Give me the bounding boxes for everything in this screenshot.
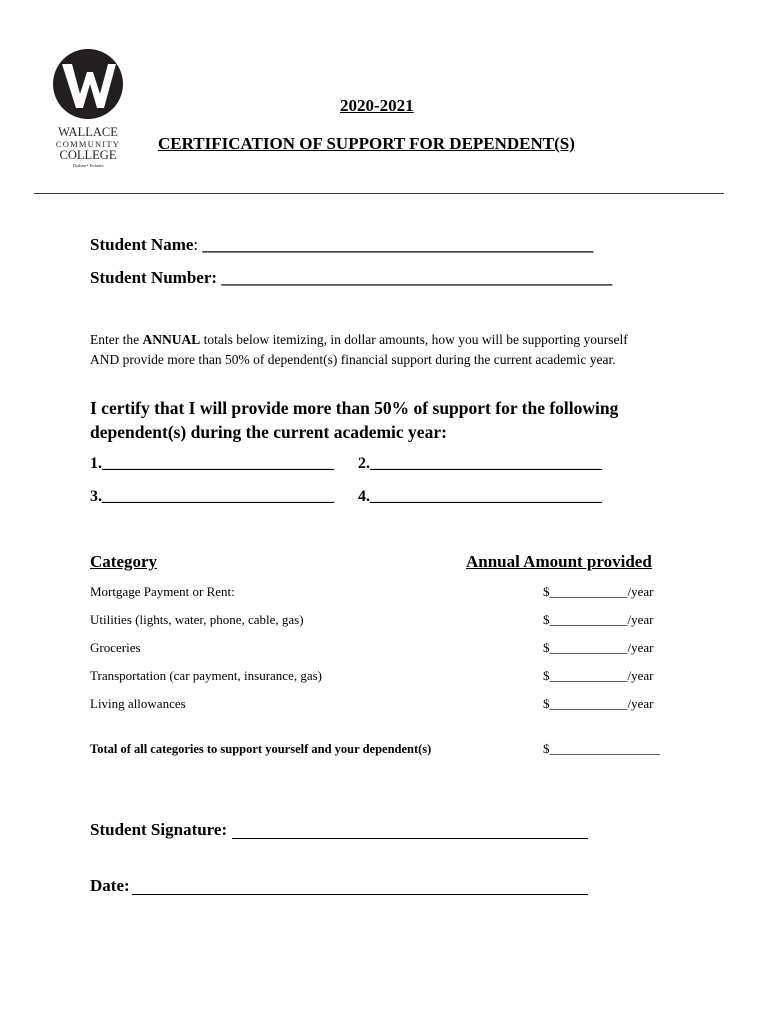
category-row-label: Living allowances <box>90 696 186 711</box>
student-name-colon: : <box>193 235 199 254</box>
college-logo-mark <box>48 48 132 172</box>
student-name-blank[interactable]: ______________________________________________ <box>198 235 594 254</box>
amount-column-header: Annual Amount provided <box>466 552 652 571</box>
amount-row-field[interactable]: $____________/year <box>543 696 654 711</box>
amount-row-field[interactable]: $____________/year <box>543 612 654 627</box>
student-number-label: Student Number: <box>90 268 222 287</box>
instructions-prefix: Enter the <box>90 332 143 347</box>
svg-text:COLLEGE: COLLEGE <box>59 148 117 162</box>
dependent-2-field[interactable]: 2._____________________________ <box>358 455 602 472</box>
instructions-emphasis: ANNUAL <box>142 332 201 347</box>
student-number-blank[interactable]: ______________________________________________ <box>221 268 613 287</box>
category-row-label: Utilities (lights, water, phone, cable, gas) <box>90 612 304 627</box>
dependent-1-field[interactable]: 1._____________________________ <box>90 455 334 472</box>
date-label: Date: <box>90 876 130 895</box>
category-row-label: Transportation (car payment, insurance, gas) <box>90 668 323 683</box>
student-name-field[interactable] <box>90 235 593 255</box>
date-line[interactable] <box>132 894 588 895</box>
svg-text:Dothan • Eufaula: Dothan • Eufaula <box>72 163 104 168</box>
category-column-header: Category <box>90 552 158 571</box>
amount-row-field[interactable]: $____________/year <box>543 668 654 683</box>
form-title: CERTIFICATION OF SUPPORT FOR DEPENDENT(S) <box>158 134 575 153</box>
total-label: Total of all categories to support yourself and your dependent(s) <box>90 742 432 756</box>
signature-label: Student Signature: <box>90 820 228 839</box>
student-number-field[interactable] <box>90 268 612 288</box>
form-year: 2020-2021 <box>340 96 414 115</box>
college-logo <box>48 48 132 172</box>
dependent-3-field[interactable]: 3._____________________________ <box>90 488 334 505</box>
category-row-label: Groceries <box>90 640 141 655</box>
svg-text:WALLACE: WALLACE <box>58 125 118 139</box>
total-amount-field[interactable]: $_________________ <box>543 741 660 756</box>
certification-statement: I certify that I will provide more than 50% of support for the following dependent(s) during the current academic year: <box>90 398 619 442</box>
category-row-label: Mortgage Payment or Rent: <box>90 584 235 599</box>
student-name-label: Student Name <box>90 235 194 254</box>
amount-row-field[interactable]: $____________/year <box>543 584 654 599</box>
dependent-4-field[interactable]: 4._____________________________ <box>358 488 602 505</box>
instructions-rest: totals below itemizing, in dollar amounts, how you will be supporting yourself AND provide more than 50% of dependent(s) financial support during the current academic year. <box>90 332 628 367</box>
signature-line[interactable] <box>232 838 588 839</box>
amount-row-field[interactable]: $____________/year <box>543 640 654 655</box>
svg-text:COMMUNITY: COMMUNITY <box>55 139 121 149</box>
header-divider <box>34 193 724 194</box>
instructions-paragraph <box>90 330 650 369</box>
